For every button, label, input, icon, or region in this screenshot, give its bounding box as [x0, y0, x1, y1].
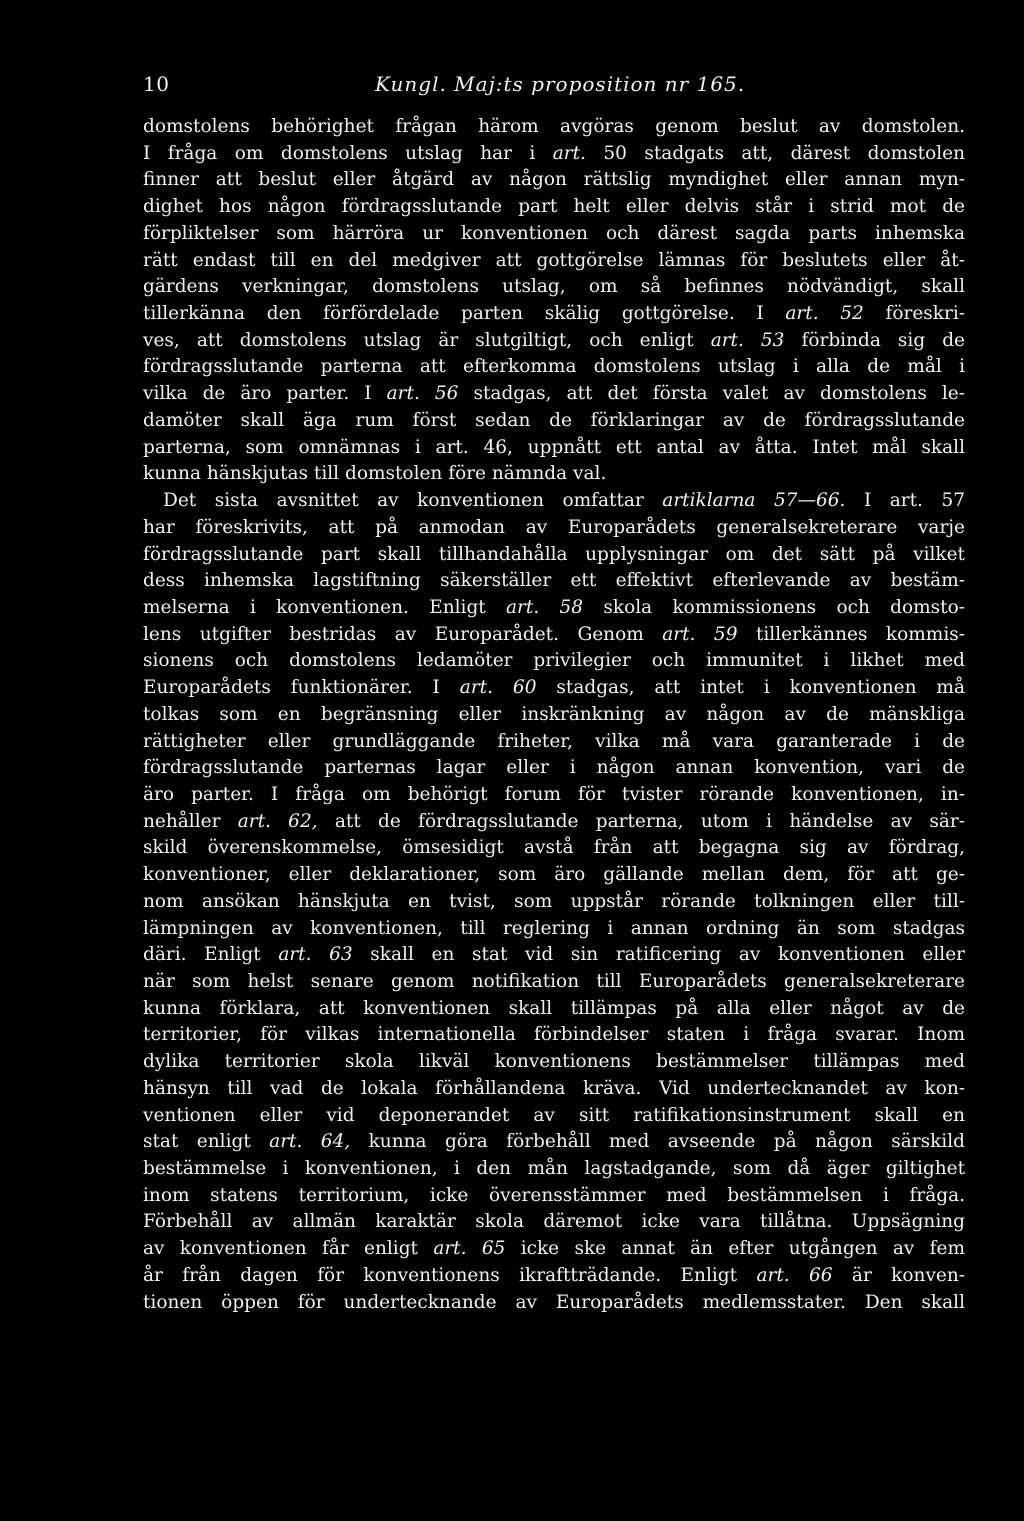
text-line: [143, 916, 965, 943]
text-line: [143, 141, 965, 168]
article-reference: art. 58: [506, 596, 584, 618]
line-text: sionens och domstolens ledamöter privilegier och immunitet i likhet med: [143, 650, 965, 672]
body-text: [143, 114, 965, 1316]
line-text: när som helst senare genom notifikation till Europarådets generalsekreterare: [143, 971, 965, 992]
line-text: kunna göra förbehåll med avseende på någon särskild: [350, 1131, 965, 1153]
line-text: tionen öppen för undertecknande av Europarådets medlemsstater. Den skall: [143, 1291, 965, 1313]
page-header: [143, 72, 965, 102]
text-line: [143, 488, 965, 515]
text-line: [143, 194, 965, 221]
article-reference: art. 64,: [269, 1131, 351, 1153]
line-text: kunna förklara, att konventionen skall tillämpas på alla eller något av de: [143, 997, 965, 1019]
article-reference: art. 63: [278, 944, 353, 966]
text-line: [143, 1290, 965, 1317]
text-line: [143, 542, 965, 569]
text-line: [143, 889, 965, 916]
text-line: [143, 835, 965, 862]
line-text: stat enligt: [143, 1131, 270, 1153]
text-line: [143, 969, 965, 996]
article-reference: art.: [552, 142, 586, 164]
text-line: [143, 114, 965, 141]
text-line: [143, 996, 965, 1023]
text-line: [143, 648, 965, 675]
text-line: [143, 1156, 965, 1183]
line-text: I art. 57: [845, 490, 965, 512]
line-text: finner att beslut eller åtgärd av någon rättslig myndighet eller annan myn-: [143, 169, 965, 191]
line-text: fördragsslutande part skall tillhandahålla upplysningar om det sätt på vilket: [143, 543, 965, 565]
text-line: [143, 1103, 965, 1130]
article-reference: art. 59: [662, 623, 738, 645]
text-line: [143, 622, 965, 649]
text-line: [143, 595, 965, 622]
text-line: [143, 328, 965, 355]
text-line: [143, 1183, 965, 1210]
line-text: 50 stadgats att, därest domstolen: [585, 142, 965, 164]
line-text: konventioner, eller deklarationer, som äro gällande mellan dem, för att ge-: [143, 864, 965, 886]
line-text: tillerkänna den förfördelade parten skälig gottgörelse. I: [143, 303, 786, 325]
line-text: dighet hos någon fördragsslutande part helt eller delvis står i strid mot de: [143, 196, 965, 218]
line-text: icke ske annat än efter utgången av fem: [505, 1238, 965, 1260]
line-text: inom statens territorium, icke överensstämmer med bestämmelsen i fråga.: [143, 1184, 965, 1206]
line-text: tolkas som en begränsning eller inskränkning av någon av de mänskliga: [143, 703, 965, 725]
line-text: äro parter. I fråga om behörigt forum för tvister rörande konventionen, in-: [143, 783, 965, 805]
text-line: [143, 301, 965, 328]
line-text: har föreskrivits, att på anmodan av Europarådets generalsekreterare varje: [143, 516, 965, 538]
text-line: [143, 221, 965, 248]
line-text: Det sista avsnittet av konventionen omfattar: [163, 490, 663, 512]
line-text: parterna, som omnämnas i art. 46, uppnått ett antal av åtta. Intet mål skall: [143, 436, 965, 458]
running-title: Kungl. Maj:ts proposition nr 165.: [375, 72, 746, 96]
text-line: [143, 1049, 965, 1076]
line-text: lens utgifter bestridas av Europarådet. Genom: [143, 623, 663, 645]
line-text: Förbehåll av allmän karaktär skola däremot icke vara tillåtna. Uppsägning: [143, 1211, 965, 1233]
text-line: [143, 729, 965, 756]
line-text: att de fördragsslutande parterna, utom i händelse av sär-: [317, 810, 965, 832]
text-line: [143, 408, 965, 435]
line-text: Europarådets funktionärer. I: [143, 677, 460, 699]
text-line: [143, 702, 965, 729]
line-text: melserna i konventionen. Enligt: [143, 596, 507, 618]
line-text: stadgas, att intet i konventionen må: [536, 677, 966, 699]
article-reference: artiklarna 57—66.: [662, 490, 846, 512]
text-line: [143, 862, 965, 889]
line-text: skola kommissionens och domsto-: [583, 596, 966, 618]
text-line: [143, 1076, 965, 1103]
line-text: ves, att domstolens utslag är slutgiltigt, och enligt: [143, 329, 711, 351]
text-line: [143, 1263, 965, 1290]
article-reference: art. 52: [785, 303, 864, 325]
line-text: år från dagen för konventionens ikraftträdande. Enligt: [143, 1264, 757, 1286]
article-reference: art. 60: [459, 677, 537, 699]
line-text: gärdens verkningar, domstolens utslag, om så befinnes nödvändigt, skall: [143, 276, 965, 298]
text-line: [143, 1236, 965, 1263]
text-line: [143, 755, 965, 782]
article-reference: art. 65: [433, 1238, 506, 1260]
line-text: rättigheter eller grundläggande friheter, vilka må vara garanterade i de: [143, 730, 965, 752]
line-text: förpliktelser som härröra ur konventionen och därest sagda parts inhemska: [143, 222, 965, 244]
text-line: [143, 274, 965, 301]
text-line: [143, 1209, 965, 1236]
line-text: rätt endast till en del medgiver att gottgörelse lämnas för beslutets eller åt-: [143, 249, 965, 271]
article-reference: art. 53: [710, 329, 785, 351]
line-text: damöter skall äga rum först sedan de förklaringar av de fördragsslutande: [143, 409, 965, 431]
text-line: [143, 248, 965, 275]
text-line: [143, 675, 965, 702]
line-text: domstolens behörighet frågan härom avgöras genom beslut av domstolen.: [143, 116, 965, 137]
line-text: ventionen eller vid deponerandet av sitt ratifikationsinstrument skall en: [143, 1104, 965, 1126]
text-line: [143, 1022, 965, 1049]
line-text: vilka de äro parter. I: [143, 383, 387, 405]
text-line: [143, 1129, 965, 1156]
text-line: [143, 354, 965, 381]
text-line: [143, 435, 965, 462]
line-text: fördragsslutande parternas lagar eller i någon annan konvention, vari de: [143, 757, 965, 779]
line-text: föreskri-: [863, 303, 965, 325]
line-text: stadgas, att det första valet av domstolens le-: [458, 383, 966, 405]
page-number: 10: [143, 72, 170, 96]
line-text: nom ansökan hänskjuta en tvist, som uppstår rörande tolkningen eller till-: [143, 890, 965, 912]
text-line: [143, 461, 965, 488]
line-text: av konventionen får enligt: [143, 1238, 434, 1260]
text-line: [143, 782, 965, 809]
text-line: [143, 515, 965, 542]
line-text: däri. Enligt: [143, 944, 279, 966]
line-text: är konven-: [832, 1264, 966, 1286]
line-text: I fråga om domstolens utslag har i: [143, 142, 553, 164]
line-text: nehåller: [143, 810, 238, 832]
text-line: [143, 809, 965, 836]
line-text: fördragsslutande parterna att efterkomma domstolens utslag i alla de mål i: [143, 356, 965, 378]
line-text: dess inhemska lagstiftning säkerställer ett effektivt efterlevande av bestäm-: [143, 570, 965, 592]
text-line: [143, 381, 965, 408]
line-text: skild överenskommelse, ömsesidigt avstå från att begagna sig av fördrag,: [143, 837, 965, 859]
article-reference: art. 66: [756, 1264, 833, 1286]
line-text: dylika territorier skola likväl konventionens bestämmelser tillämpas med: [143, 1051, 965, 1073]
line-text: territorier, för vilkas internationella förbindelser staten i fråga svarar. Inom: [143, 1024, 965, 1046]
article-reference: art. 62,: [237, 810, 318, 832]
text-line: [143, 167, 965, 194]
line-text: kunna hänskjutas till domstolen före nämnda val.: [143, 463, 607, 485]
text-line: [143, 942, 965, 969]
line-text: tillerkännes kommis-: [737, 623, 966, 645]
line-text: lämpningen av konventionen, till reglering i annan ordning än som stadgas: [143, 917, 965, 939]
article-reference: art. 56: [386, 383, 459, 405]
text-line: [143, 568, 965, 595]
line-text: hänsyn till vad de lokala förhållandena kräva. Vid undertecknandet av kon-: [143, 1077, 965, 1099]
line-text: skall en stat vid sin ratificering av konventionen eller: [352, 944, 965, 966]
line-text: förbinda sig de: [784, 329, 966, 351]
line-text: bestämmelse i konventionen, i den mån lagstadgande, som då äger giltighet: [143, 1158, 965, 1180]
